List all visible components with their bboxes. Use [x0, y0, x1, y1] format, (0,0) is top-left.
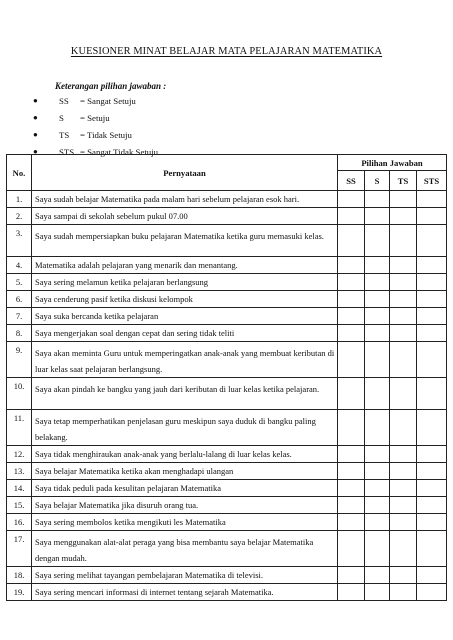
legend-desc: = Sangat Setuju: [80, 96, 136, 106]
row-statement: Saya sering membolos ketika mengikuti les Matematika: [32, 514, 338, 531]
header-choice-ts: TS: [390, 171, 417, 191]
row-number: 7.: [7, 308, 32, 325]
row-statement: Saya tidak peduli pada kesulitan pelajaran Matematika: [32, 480, 338, 497]
row-number: 2.: [7, 208, 32, 225]
table-row: [7, 514, 447, 531]
row-number: 12.: [7, 446, 32, 463]
bullet-icon: ●: [33, 96, 38, 105]
table-row: [7, 584, 447, 601]
answer-cell-ts[interactable]: [390, 308, 417, 325]
legend-abbr: TS: [59, 130, 70, 140]
table-row: [7, 480, 447, 497]
answer-cell-ts[interactable]: [390, 325, 417, 342]
answer-cell-ss[interactable]: [338, 342, 365, 378]
legend-abbr: SS: [59, 96, 69, 106]
row-statement: Saya sering mencari informasi di internet tentang sejarah Matematika.: [32, 584, 338, 601]
answer-cell-sts[interactable]: [417, 325, 447, 342]
row-statement: Saya sudah belajar Matematika pada malam hari sebelum pelajaran esok hari.: [32, 191, 338, 208]
answer-cell-ss[interactable]: [338, 531, 365, 567]
answer-cell-ts[interactable]: [390, 480, 417, 497]
table-row: [7, 208, 447, 225]
answer-cell-s[interactable]: [365, 567, 390, 584]
answer-cell-ts[interactable]: [390, 378, 417, 410]
table-row: [7, 325, 447, 342]
row-number: 18.: [7, 567, 32, 584]
answer-cell-s[interactable]: [365, 274, 390, 291]
answer-cell-sts[interactable]: [417, 567, 447, 584]
row-number: 5.: [7, 274, 32, 291]
answer-cell-ts[interactable]: [390, 463, 417, 480]
answer-cell-sts[interactable]: [417, 257, 447, 274]
answer-cell-sts[interactable]: [417, 225, 447, 257]
answer-cell-ss[interactable]: [338, 291, 365, 308]
document-title: KUESIONER MINAT BELAJAR MATA PELAJARAN MATEMATIKA: [70, 46, 383, 57]
answer-cell-s[interactable]: [365, 446, 390, 463]
questionnaire-table: [6, 154, 447, 601]
answer-cell-ss[interactable]: [338, 308, 365, 325]
header-no: No.: [7, 155, 32, 191]
answer-cell-sts[interactable]: [417, 291, 447, 308]
row-number: 11.: [7, 410, 32, 446]
header-choices: Pilihan Jawaban: [338, 155, 447, 171]
row-number: 9.: [7, 342, 32, 378]
answer-cell-sts[interactable]: [417, 191, 447, 208]
row-number: 3.: [7, 225, 32, 257]
row-statement: Saya akan pindah ke bangku yang jauh dari keributan di luar kelas ketika pelajaran.: [32, 378, 338, 410]
answer-cell-ts[interactable]: [390, 410, 417, 446]
row-statement: Saya belajar Matematika ketika akan menghadapi ulangan: [32, 463, 338, 480]
row-number: 16.: [7, 514, 32, 531]
answer-cell-s[interactable]: [365, 308, 390, 325]
answer-cell-s[interactable]: [365, 208, 390, 225]
answer-cell-ss[interactable]: [338, 480, 365, 497]
answer-cell-s[interactable]: [365, 378, 390, 410]
table-row: [7, 497, 447, 514]
answer-cell-ts[interactable]: [390, 225, 417, 257]
answer-cell-ss[interactable]: [338, 225, 365, 257]
row-number: 17.: [7, 531, 32, 567]
row-statement: Saya sudah mempersiapkan buku pelajaran Matematika ketika guru memasuki kelas.: [32, 225, 338, 257]
answer-cell-sts[interactable]: [417, 410, 447, 446]
answer-cell-sts[interactable]: [417, 274, 447, 291]
row-number: 10.: [7, 378, 32, 410]
answer-cell-s[interactable]: [365, 225, 390, 257]
table-row: [7, 274, 447, 291]
answer-cell-s[interactable]: [365, 514, 390, 531]
answer-cell-sts[interactable]: [417, 584, 447, 601]
answer-cell-s[interactable]: [365, 497, 390, 514]
answer-cell-s[interactable]: [365, 342, 390, 378]
row-number: 1.: [7, 191, 32, 208]
answer-cell-ts[interactable]: [390, 191, 417, 208]
legend-desc: = Setuju: [80, 113, 110, 123]
table-row: [7, 446, 447, 463]
answer-cell-s[interactable]: [365, 257, 390, 274]
bullet-icon: ●: [33, 147, 38, 156]
row-number: 6.: [7, 291, 32, 308]
header-choice-s: S: [365, 171, 390, 191]
answer-cell-ss[interactable]: [338, 274, 365, 291]
answer-cell-sts[interactable]: [417, 208, 447, 225]
legend-desc: = Sangat Tidak Setuju: [80, 147, 159, 157]
answer-cell-s[interactable]: [365, 480, 390, 497]
answer-cell-ss[interactable]: [338, 497, 365, 514]
table-row: [7, 291, 447, 308]
row-statement: Saya mengerjakan soal dengan cepat dan sering tidak teliti: [32, 325, 338, 342]
row-number: 13.: [7, 463, 32, 480]
answer-cell-ss[interactable]: [338, 257, 365, 274]
answer-cell-s[interactable]: [365, 291, 390, 308]
answer-cell-ts[interactable]: [390, 531, 417, 567]
answer-cell-s[interactable]: [365, 191, 390, 208]
answer-cell-s[interactable]: [365, 410, 390, 446]
row-statement: Matematika adalah pelajaran yang menarik dan menantang.: [32, 257, 338, 274]
answer-cell-s[interactable]: [365, 463, 390, 480]
table-row: [7, 531, 447, 567]
table-row: [7, 342, 447, 378]
answer-cell-ss[interactable]: [338, 514, 365, 531]
table-row: [7, 463, 447, 480]
legend-desc: = Tidak Setuju: [80, 130, 132, 140]
answer-cell-ts[interactable]: [390, 497, 417, 514]
row-statement: Saya sering melihat tayangan pembelajaran Matematika di televisi.: [32, 567, 338, 584]
answer-cell-sts[interactable]: [417, 308, 447, 325]
table-row: [7, 410, 447, 446]
answer-cell-sts[interactable]: [417, 446, 447, 463]
row-number: 15.: [7, 497, 32, 514]
answer-cell-ss[interactable]: [338, 463, 365, 480]
legend-abbr: S: [59, 113, 64, 123]
answer-cell-s[interactable]: [365, 325, 390, 342]
answer-cell-ts[interactable]: [390, 514, 417, 531]
table-row: [7, 191, 447, 208]
questionnaire-rows: [7, 191, 447, 601]
row-statement: Saya sering melamun ketika pelajaran berlangsung: [32, 274, 338, 291]
legend-heading: Keterangan pilihan jawaban :: [55, 81, 167, 91]
answer-cell-sts[interactable]: [417, 463, 447, 480]
answer-cell-ss[interactable]: [338, 325, 365, 342]
answer-cell-sts[interactable]: [417, 514, 447, 531]
answer-cell-sts[interactable]: [417, 342, 447, 378]
row-number: 4.: [7, 257, 32, 274]
answer-cell-ts[interactable]: [390, 208, 417, 225]
answer-cell-ss[interactable]: [338, 191, 365, 208]
row-statement: Saya tidak menghiraukan anak-anak yang berlalu-lalang di luar kelas kelas.: [32, 446, 338, 463]
answer-cell-ss[interactable]: [338, 378, 365, 410]
answer-cell-sts[interactable]: [417, 497, 447, 514]
row-statement: Saya tetap memperhatikan penjelasan guru meskipun saya duduk di bangku paling belakang.: [32, 410, 338, 446]
legend-abbr: STS: [59, 147, 75, 157]
answer-cell-ss[interactable]: [338, 567, 365, 584]
table-row: [7, 257, 447, 274]
answer-cell-ts[interactable]: [390, 274, 417, 291]
header-statement: Pernyataan: [32, 155, 338, 191]
answer-cell-ts[interactable]: [390, 446, 417, 463]
answer-cell-s[interactable]: [365, 584, 390, 601]
row-number: 19.: [7, 584, 32, 601]
table-row: [7, 567, 447, 584]
answer-cell-ts[interactable]: [390, 342, 417, 378]
row-statement: Saya akan meminta Guru untuk memperingatkan anak-anak yang membuat keributan di luar kelas saat pelajaran berlangsung.: [32, 342, 338, 378]
row-number: 8.: [7, 325, 32, 342]
answer-cell-sts[interactable]: [417, 531, 447, 567]
answer-cell-ts[interactable]: [390, 567, 417, 584]
table-row: [7, 378, 447, 410]
answer-cell-ss[interactable]: [338, 208, 365, 225]
row-statement: Saya belajar Matematika jika disuruh orang tua.: [32, 497, 338, 514]
row-statement: Saya cenderung pasif ketika diskusi kelompok: [32, 291, 338, 308]
header-choice-sts: STS: [417, 171, 447, 191]
table-row: [7, 225, 447, 257]
bullet-icon: ●: [33, 113, 38, 122]
answer-cell-ss[interactable]: [338, 584, 365, 601]
row-statement: Saya menggunakan alat-alat peraga yang bisa membantu saya belajar Matematika dengan mudah.: [32, 531, 338, 567]
answer-cell-s[interactable]: [365, 531, 390, 567]
answer-cell-ts[interactable]: [390, 257, 417, 274]
answer-cell-sts[interactable]: [417, 480, 447, 497]
answer-cell-sts[interactable]: [417, 378, 447, 410]
bullet-icon: ●: [33, 130, 38, 139]
header-choice-ss: SS: [338, 171, 365, 191]
answer-cell-ts[interactable]: [390, 584, 417, 601]
answer-cell-ss[interactable]: [338, 410, 365, 446]
answer-cell-ts[interactable]: [390, 291, 417, 308]
row-statement: Saya sampai di sekolah sebelum pukul 07.00: [32, 208, 338, 225]
row-statement: Saya suka bercanda ketika pelajaran: [32, 308, 338, 325]
row-number: 14.: [7, 480, 32, 497]
answer-cell-ss[interactable]: [338, 446, 365, 463]
table-row: [7, 308, 447, 325]
